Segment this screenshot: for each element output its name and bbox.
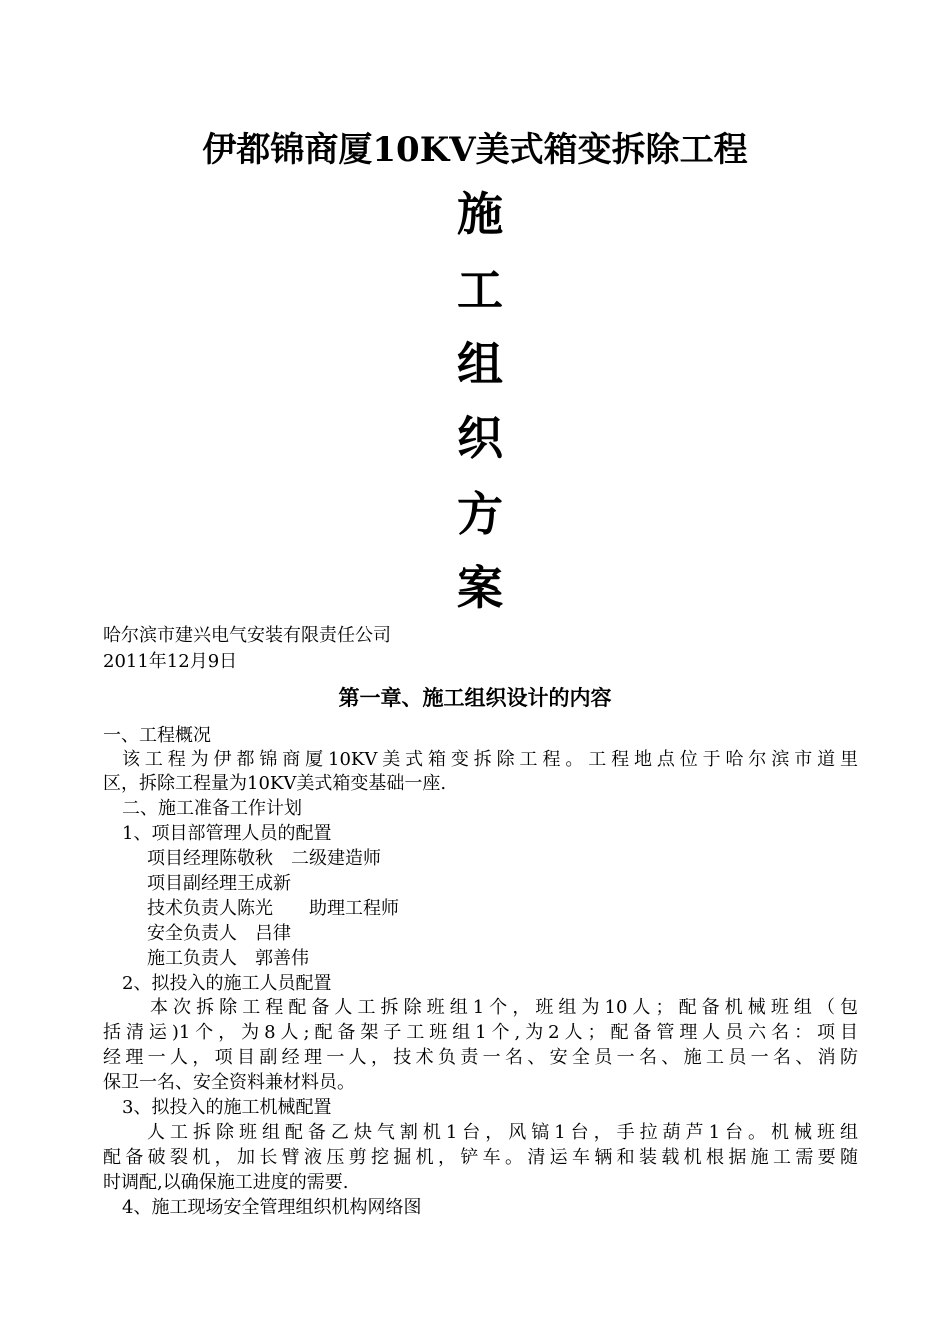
paragraph-line: 该工程为伊都锦商厦10KV美式箱变拆除工程。工程地点位于哈尔滨市道里	[122, 749, 858, 770]
vertical-title-char-5: 方	[457, 487, 503, 541]
vertical-title-char-4: 织	[457, 411, 503, 465]
staff-entry: 项目经理陈敬秋 二级建造师	[147, 848, 381, 869]
staff-entry: 技术负责人陈光 助理工程师	[147, 898, 399, 919]
paragraph-line: 保卫一名、安全资料兼材料员。	[103, 1072, 355, 1093]
staff-entry: 施工负责人 郭善伟	[147, 948, 309, 969]
company-name: 哈尔滨市建兴电气安装有限责任公司	[103, 625, 391, 646]
vertical-title-char-2: 工	[457, 263, 503, 317]
staff-entry: 项目副经理王成新	[147, 873, 291, 894]
paragraph-line: 时调配,以确保施工进度的需要.	[103, 1172, 349, 1193]
staff-entry: 安全负责人 吕律	[147, 923, 291, 944]
document-date: 2011年12月9日	[103, 651, 238, 672]
paragraph-line: 配备破裂机，加长臂液压剪挖掘机，铲车。清运车辆和装载机根据施工需要随	[103, 1147, 858, 1168]
paragraph-line: 本次拆除工程配备人工拆除班组1个，班组为10人；配备机械班组（包	[150, 997, 858, 1018]
vertical-title-char-3: 组	[457, 337, 503, 391]
chapter-heading: 第一章、施工组织设计的内容	[338, 685, 612, 710]
vertical-title-char-1: 施	[457, 187, 503, 241]
paragraph-line: 区，拆除工程量为10KV美式箱变基础一座.	[103, 773, 447, 794]
item-heading-machinery: 3、拟投入的施工机械配置	[122, 1097, 332, 1118]
section-heading-preparation: 二、施工准备工作计划	[122, 798, 302, 819]
item-heading-safety-network: 4、施工现场安全管理组织机构网络图	[122, 1197, 422, 1218]
item-heading-management: 1、项目部管理人员的配置	[122, 823, 332, 844]
section-heading-overview: 一、工程概况	[103, 725, 211, 746]
paragraph-line: 括清运)1个，为8人;配备架子工班组1个,为2人；配备管理人员六名：项目	[103, 1022, 858, 1043]
item-heading-personnel: 2、拟投入的施工人员配置	[122, 973, 332, 994]
vertical-title-char-6: 案	[457, 561, 503, 615]
paragraph-line: 人工拆除班组配备乙炔气割机1台，风镐1台，手拉葫芦1台。机械班组	[147, 1122, 858, 1143]
paragraph-line: 经理一人，项目副经理一人，技术负责一名、安全员一名、施工员一名、消防	[103, 1047, 858, 1068]
document-title: 伊都锦商厦10KV美式箱变拆除工程	[202, 130, 748, 170]
